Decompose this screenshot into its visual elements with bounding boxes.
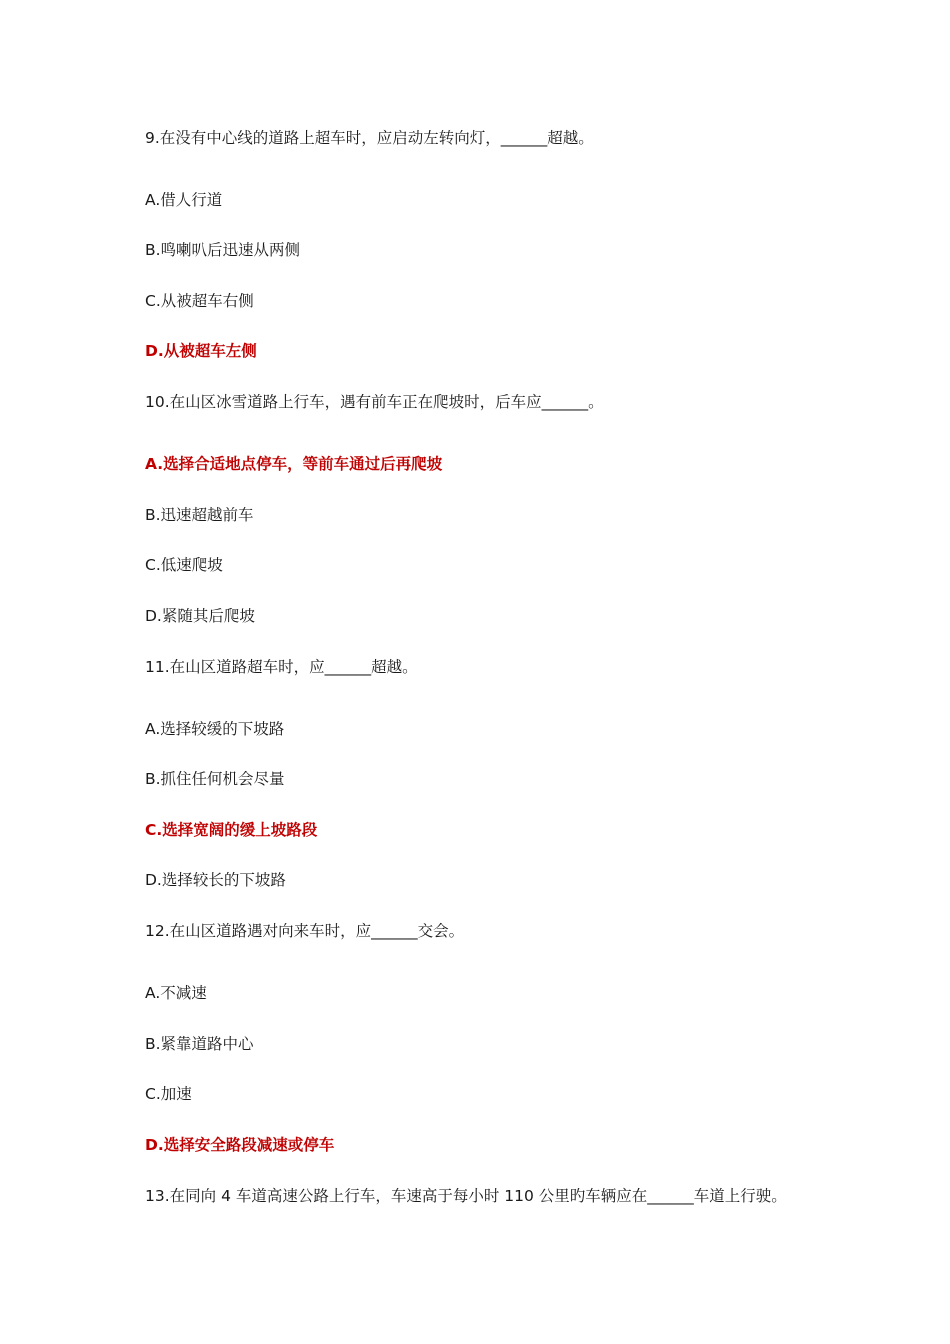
question-12-option-d-answer: D.选择安全路段减速或停车	[145, 1136, 335, 1154]
question-9-option-b: B.鸣喇叭后迅速从两侧	[145, 241, 301, 259]
question-11-option-d: D.选择较长的下坡路	[145, 871, 286, 889]
question-10-option-d: D.紧随其后爬坡	[145, 607, 255, 625]
question-12-option-c: C.加速	[145, 1085, 192, 1103]
question-12-option-b: B.紧靠道路中心	[145, 1035, 254, 1053]
question-13-stem: 13.在同向 4 车道高速公路上行车，车速高于每小时 110 公里旳车辆应在______车道上行驶。	[145, 1187, 787, 1205]
question-12-stem: 12.在山区道路遇对向来车时，应______交会。	[145, 922, 465, 940]
question-10-option-c: C.低速爬坡	[145, 556, 223, 574]
question-11-option-b: B.抓住任何机会尽量	[145, 770, 285, 788]
question-11-stem: 11.在山区道路超车时，应______超越。	[145, 658, 418, 676]
question-9-stem: 9.在没有中心线的道路上超车时，应启动左转向灯，______超越。	[145, 129, 594, 147]
question-9-option-a: A.借人行道	[145, 191, 223, 209]
question-11-option-a: A.选择较缓的下坡路	[145, 720, 285, 738]
question-9-option-c: C.从被超车右侧	[145, 292, 254, 310]
question-10-option-b: B.迅速超越前车	[145, 506, 254, 524]
question-10-stem: 10.在山区冰雪道路上行车，遇有前车正在爬坡时，后车应______。	[145, 393, 604, 411]
question-12-option-a: A.不减速	[145, 984, 207, 1002]
question-9-option-d-answer: D.从被超车左侧	[145, 342, 257, 360]
question-11-option-c-answer: C.选择宽阔的缓上坡路段	[145, 821, 318, 839]
question-10-option-a-answer: A.选择合适地点停车，等前车通过后再爬坡	[145, 455, 443, 473]
